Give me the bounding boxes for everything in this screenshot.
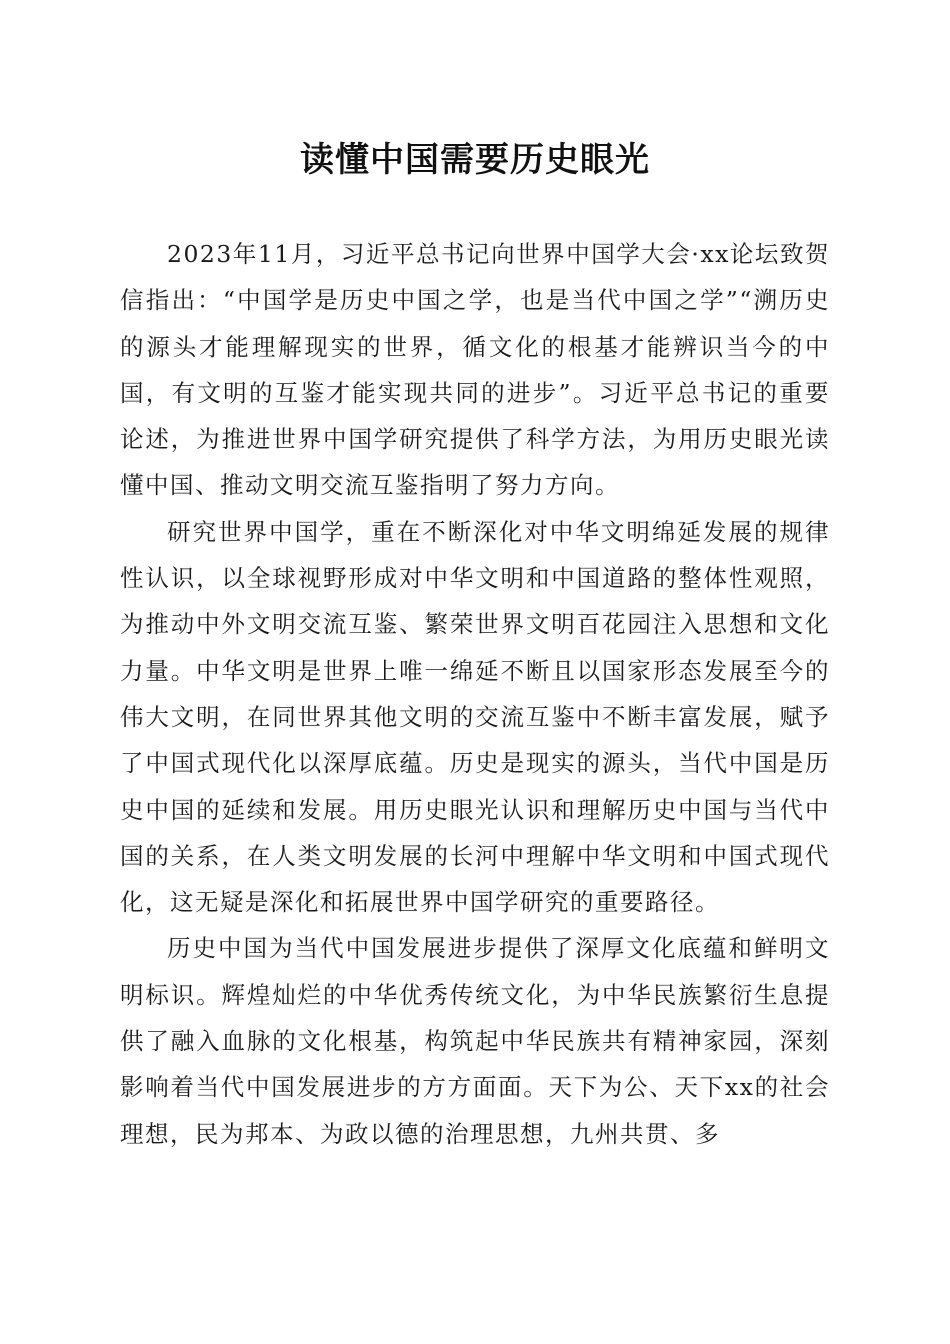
paragraph-1: 2023年11月，习近平总书记向世界中国学大会·xx论坛致贺信指出：“中国学是历史中国之学，也是当代中国之学”“溯历史的源头才能理解现实的世界，循文化的根基才能辨识当今的中国，有文明的互鉴才能实现共同的进步”。习近平总书记的重要论述，为推进世界中国学研究提供了科学方法，为用历史眼光读懂中国、推动文明交流互鉴指明了努力方向。 bbox=[120, 240, 830, 500]
document-body bbox=[120, 231, 830, 1157]
paragraph-2: 研究世界中国学，重在不断深化对中华文明绵延发展的规律性认识，以全球视野形成对中华文明和中国道路的整体性观照，为推动中外文明交流互鉴、繁荣世界文明百花园注入思想和文化力量。中华文明是世界上唯一绵延不断且以国家形态发展至今的伟大文明，在同世界其他文明的交流互鉴中不断丰富发展，赋予了中国式现代化以深厚底蕴。历史是现实的源头，当代中国是历史中国的延续和发展。用历史眼光认识和理解历史中国与当代中国的关系，在人类文明发展的长河中理解中华文明和中国式现代化，这无疑是深化和拓展世界中国学研究的重要路径。 bbox=[120, 517, 830, 917]
paragraph-3: 历史中国为当代中国发展进步提供了深厚文化底蕴和鲜明文明标识。辉煌灿烂的中华优秀传统文化，为中华民族繁衍生息提供了融入血脉的文化根基，构筑起中华民族共有精神家园，深刻影响着当代中国发展进步的方方面面。天下为公、天下xx的社会理想，民为邦本、为政以德的治理思想，九州共贯、多 bbox=[120, 934, 830, 1148]
document-title: 读懂中国需要历史眼光 bbox=[300, 140, 650, 180]
